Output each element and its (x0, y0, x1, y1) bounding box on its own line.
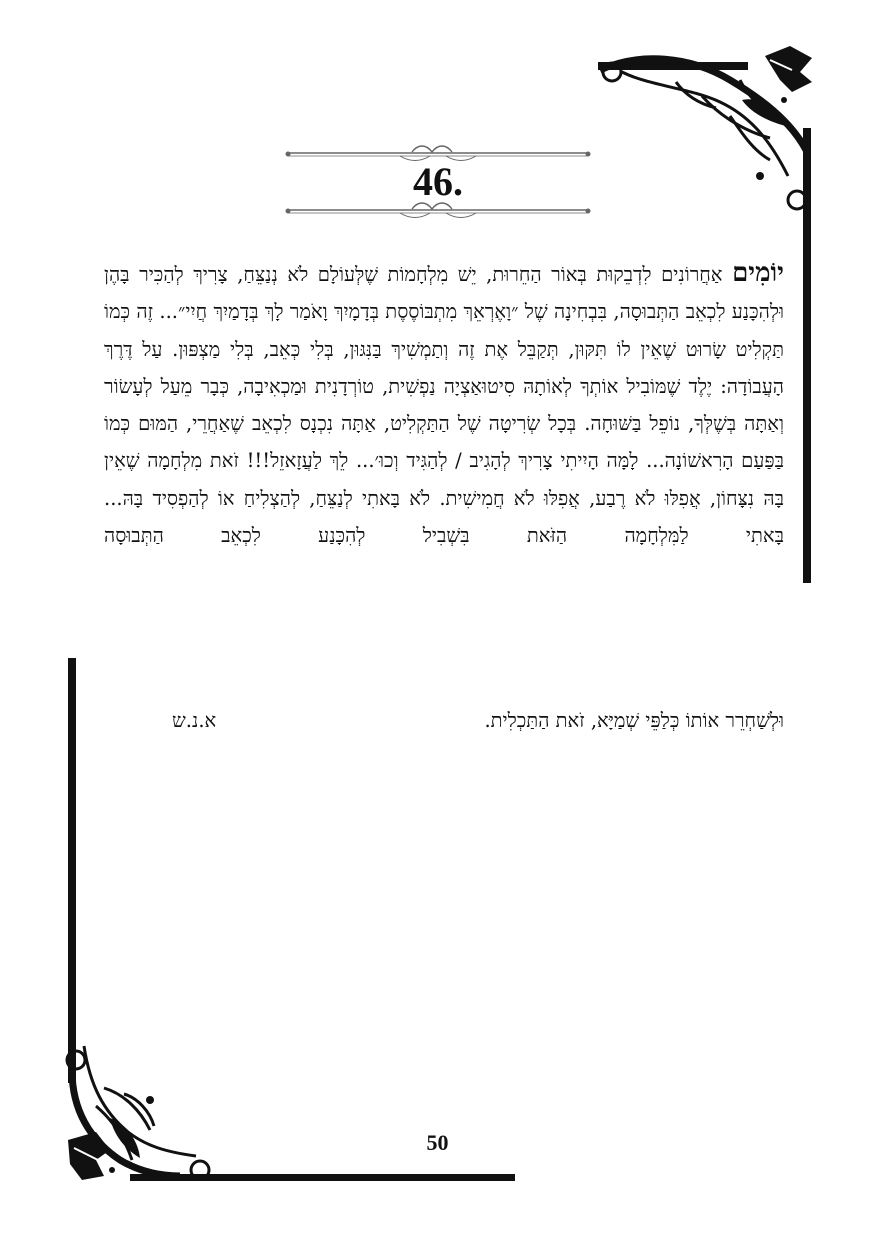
chapter-header (286, 144, 590, 220)
chapter-number: 46. (413, 159, 463, 204)
lead-word: יוֹמִים (732, 258, 784, 288)
closing-text: וּלְשַׁחְרֵר אוֹתוֹ כְּלַפֵּי שְׁמַיָּא, זֹאת הַתַּכְלִית. (484, 709, 784, 732)
article-paragraph (104, 255, 784, 554)
article-body (104, 255, 784, 554)
author-signature: א.נ.ש (172, 709, 217, 732)
article-body-text: אַחֲרוֹנִים לִדְבֵקוּת בְּאוֹר הַחֵרוּת, יֵשׁ מִלְחָמוֹת שֶׁלְּעוֹלָם לֹא נְנַצֵּחַ, צָרִיךְ לְהַכִּיר בָּהֶן וּלְהִכָּנַע לִכְאֵב הַתְּבוּסָה, בִּבְחִינָה שֶׁל ״וָאֶרְאֵךְ מִתְבּוֹסֶסֶת בְּדָמָיִךְ וָאֹמַר לָךְ בְּדָמַיִךְ חֲיִי״... זֶה כְּמוֹ תַּקְלִיט שָׂרוּט שֶׁאֵין לוֹ תִּקּוּן, תְּקַבֵּל אֶת זֶה וְתַמְשִׁיךְ בַּנִּגּוּן, בְּלִי כְּאֵב, בְּלִי מַצְפּוּן. עַל דֶּרֶךְ הָעֲבוֹדָה: יֶלֶד שֶׁמּוֹבִיל אוֹתְךָ לְאוֹתָהּ סִיטוּאַצְיָה נַפְשִׁית, טוֹרְדָנִית וּמַכְאִיבָה, כְּבָר מֵעַל לְעָשׂוֹר וְאַתָּה בְּשֶׁלְּךָ, נוֹפֵל בַּשּׁוּחָה. בְּכָל שְׂרִיטָה שֶׁל הַתַּקְלִיט, אַתָּה נִכְנָס לִכְאֵב שֶׁאַחֲרֵי, הַמּוּם כְּמוֹ בַּפַּעַם הָרִאשׁוֹנָה... לָמָּה הָיִיתִי צָרִיךְ לְהָגִיב / לְהַגִּיד וְכוּ׳... לֵךְ לַעֲזָאזֵל!!! זֹאת מִלְחָמָה שֶׁאֵין בָּהּ נִצָּחוֹן, אֲפִלּוּ לֹא רֶבַע, אֲפִלּוּ לֹא חֲמִישִׁית. לֹא בָּאתִי לְנַצֵּחַ, לְהַצְלִיחַ אוֹ לְהַפְסִיד בָּהּ... בָּאתִי לַמִּלְחָמָה הַזֹּאת בִּשְׁבִיל לְהִכָּנַע לִכְאֵב הַתְּבוּסָה (104, 263, 784, 548)
closing-line (104, 702, 784, 739)
page-number: 50 (426, 1130, 449, 1155)
